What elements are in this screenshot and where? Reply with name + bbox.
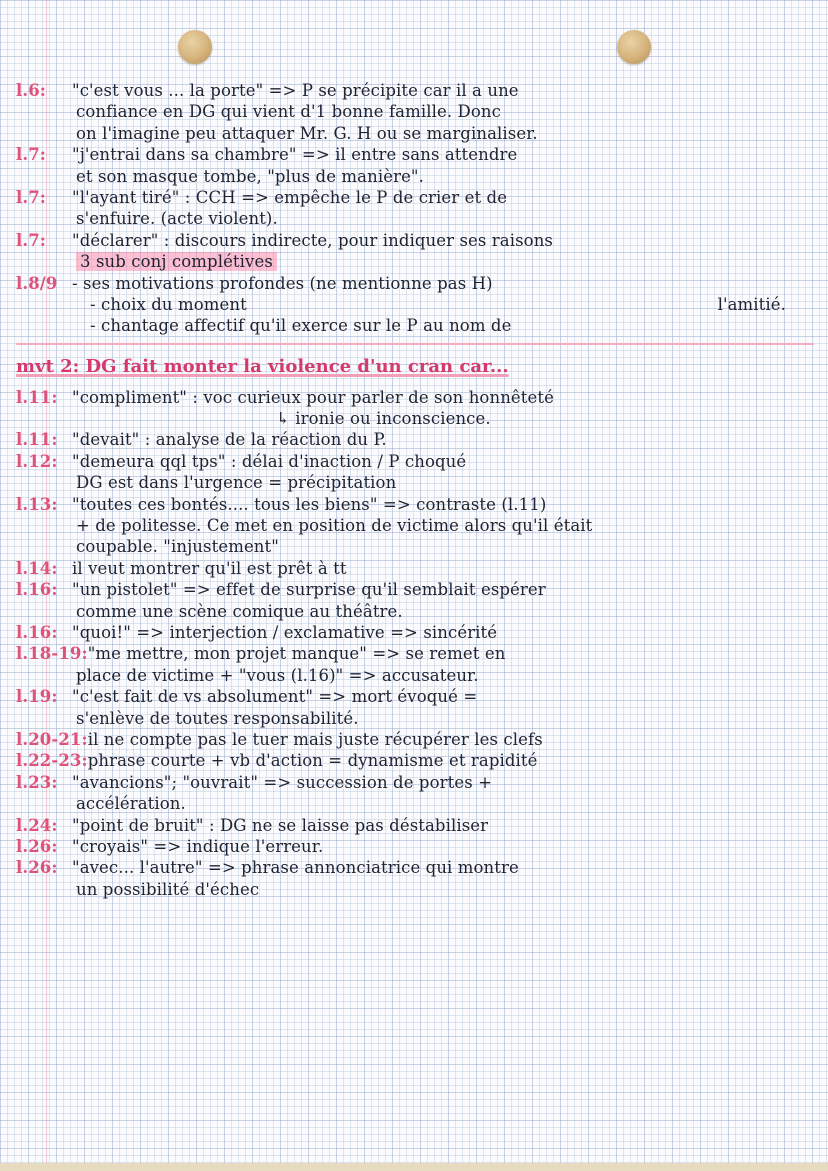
note-text: DG est dans l'urgence = précipitation <box>76 473 397 493</box>
line-ref: l.11: <box>16 387 58 407</box>
note-line <box>16 857 814 878</box>
note-text: "me mettre, mon projet manque" => se remet en <box>87 644 506 664</box>
note-text: ↳ ironie ou inconscience. <box>276 409 491 429</box>
heading-text: mvt 2: DG fait monter la violence d'un cran car... <box>16 355 509 377</box>
note-line <box>16 665 814 686</box>
note-text: "point de bruit" : DG ne se laisse pas déstabiliser <box>72 815 489 835</box>
note-text: "déclarer" : discours indirecte, pour indiquer ses raisons <box>72 230 554 250</box>
note-text: accélération. <box>76 794 186 814</box>
note-text: place de victime + "vous (l.16)" => accusateur. <box>76 665 479 685</box>
line-ref: l.13: <box>16 494 58 514</box>
line-ref: l.16: <box>16 622 58 642</box>
note-line <box>16 80 814 101</box>
section-divider <box>16 343 814 345</box>
note-text: - chantage affectif qu'il exerce sur le P au nom de <box>90 316 512 336</box>
note-text: il veut montrer qu'il est prêt à tt <box>72 558 347 578</box>
note-text-right: l'amitié. <box>717 294 786 314</box>
line-ref: l.16: <box>16 580 58 600</box>
note-text: - choix du moment <box>90 294 247 314</box>
page-bottom-edge <box>0 1163 828 1171</box>
binder-hole-right <box>617 30 651 64</box>
note-line <box>16 251 814 272</box>
note-line <box>16 230 814 251</box>
note-line <box>16 579 814 600</box>
note-line <box>16 622 814 643</box>
note-line <box>16 815 814 836</box>
note-line <box>16 315 814 336</box>
line-ref: l.20-21: <box>16 729 88 749</box>
note-text: "demeura qql tps" : délai d'inaction / P choqué <box>72 451 467 471</box>
note-text: - ses motivations profondes (ne mentionne pas H) <box>72 273 493 293</box>
note-text: "quoi!" => interjection / exclamative => sincérité <box>72 622 498 642</box>
note-line <box>16 429 814 450</box>
line-ref: l.26: <box>16 836 58 856</box>
note-line <box>16 273 814 294</box>
note-line <box>16 879 814 900</box>
note-text: "l'ayant tiré" : CCH => empêche le P de crier et de <box>72 187 508 207</box>
note-line <box>16 515 814 536</box>
note-line <box>16 123 814 144</box>
note-text: on l'imagine peu attaquer Mr. G. H ou se marginaliser. <box>76 123 538 143</box>
note-text: "croyais" => indique l'erreur. <box>72 836 324 856</box>
note-line <box>16 772 814 793</box>
note-text: "avancions"; "ouvrait" => succession de portes + <box>72 772 493 792</box>
note-line <box>16 558 814 579</box>
note-text: + de politesse. Ce met en position de victime alors qu'il était <box>76 516 593 536</box>
note-line <box>16 494 814 515</box>
line-ref: l.24: <box>16 815 58 835</box>
note-line <box>16 294 814 315</box>
note-text: "toutes ces bontés.... tous les biens" => contraste (l.11) <box>72 494 547 514</box>
note-line <box>16 472 814 493</box>
note-text: "devait" : analyse de la réaction du P. <box>72 430 387 450</box>
line-ref: l.8/9 <box>16 273 58 293</box>
line-ref: l.19: <box>16 687 58 707</box>
note-text: il ne compte pas le tuer mais juste récupérer les clefs <box>87 729 543 749</box>
note-line <box>16 101 814 122</box>
note-line <box>16 601 814 622</box>
note-text: s'enlève de toutes responsabilité. <box>76 708 359 728</box>
note-text: "c'est vous ... la porte" => P se précipite car il a une <box>72 81 519 100</box>
note-line <box>16 750 814 771</box>
line-ref: l.26: <box>16 858 58 878</box>
note-line <box>16 686 814 707</box>
note-line <box>16 408 814 429</box>
note-text: "compliment" : voc curieux pour parler de son honnêteté <box>72 387 554 407</box>
line-ref: l.22-23: <box>16 751 88 771</box>
note-text: coupable. "injustement" <box>76 537 279 557</box>
note-line <box>16 708 814 729</box>
line-ref: l.18-19: <box>16 644 88 664</box>
note-text: "j'entrai dans sa chambre" => il entre sans attendre <box>72 145 518 165</box>
line-ref: l.7: <box>16 187 46 207</box>
line-ref: l.12: <box>16 451 58 471</box>
note-text: et son masque tombe, "plus de manière". <box>76 166 424 186</box>
note-text: un possibilité d'échec <box>76 879 260 899</box>
binder-hole-left <box>178 30 212 64</box>
note-text: "un pistolet" => effet de surprise qu'il semblait espérer <box>72 580 546 600</box>
line-ref: l.7: <box>16 230 46 250</box>
note-line <box>16 144 814 165</box>
highlighted-note: 3 sub conj complétives <box>76 252 277 271</box>
note-line <box>16 643 814 664</box>
note-line <box>16 536 814 557</box>
line-ref: l.7: <box>16 145 46 165</box>
note-line <box>16 208 814 229</box>
note-text: "avec... l'autre" => phrase annonciatrice qui montre <box>72 858 519 878</box>
note-text: "c'est fait de vs absolument" => mort évoqué = <box>72 687 478 707</box>
note-text: confiance en DG qui vient d'1 bonne famille. Donc <box>76 102 501 122</box>
line-ref: l.14: <box>16 558 58 578</box>
note-text: comme une scène comique au théâtre. <box>76 601 403 621</box>
line-ref: l.6: <box>16 81 46 100</box>
note-line <box>16 729 814 750</box>
handwritten-notes <box>16 80 814 900</box>
note-line <box>16 166 814 187</box>
note-line <box>16 187 814 208</box>
note-text: s'enfuire. (acte violent). <box>76 209 278 229</box>
line-ref: l.23: <box>16 772 58 792</box>
note-line <box>16 387 814 408</box>
note-line <box>16 451 814 472</box>
note-text: phrase courte + vb d'action = dynamisme et rapidité <box>87 751 538 771</box>
note-line <box>16 836 814 857</box>
line-ref: l.11: <box>16 430 58 450</box>
note-line <box>16 793 814 814</box>
section-heading <box>16 353 814 381</box>
